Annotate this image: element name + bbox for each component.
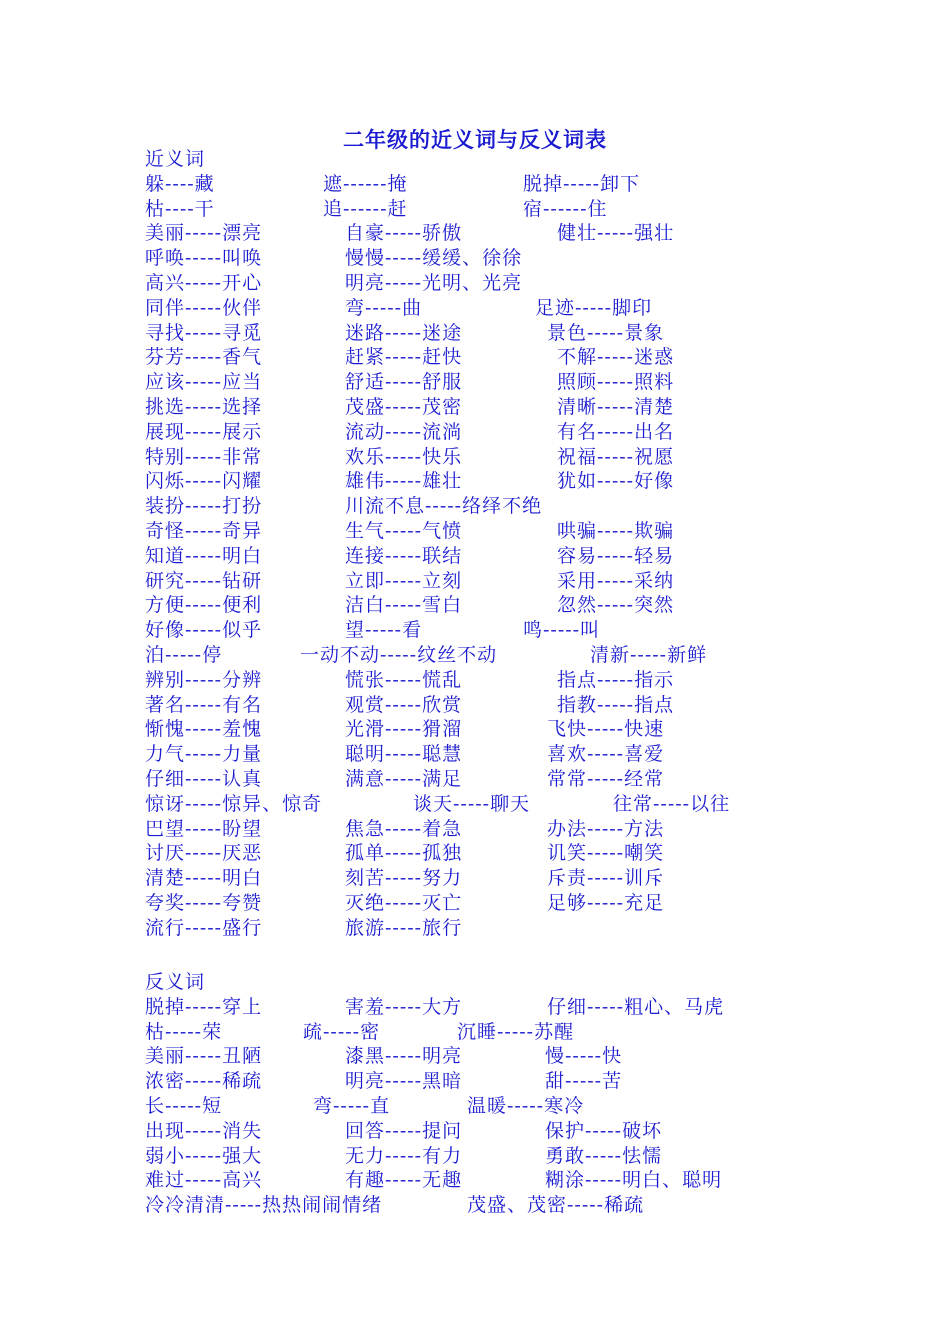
word-pair: 力气-----力量 [145, 743, 263, 766]
word-pair-row [145, 544, 675, 569]
word-pair: 有趣-----无趣 [345, 1169, 463, 1192]
word-pair: 装扮-----打扮 [145, 495, 263, 518]
word-pair: 仔细-----认真 [145, 767, 263, 790]
word-pair: 赶紧-----赶快 [345, 346, 463, 369]
word-pair: 不解-----迷惑 [557, 346, 675, 369]
word-pair: 茂盛-----茂密 [345, 395, 463, 418]
word-pair: 惊讶-----惊异、惊奇 [145, 792, 323, 815]
word-pair-row [145, 345, 675, 370]
word-pair: 舒适-----舒服 [345, 371, 463, 394]
word-pair: 谈天-----聊天 [413, 792, 531, 815]
word-pair: 甜-----苦 [545, 1070, 623, 1093]
word-pair: 同伴-----伙伴 [145, 296, 263, 319]
word-pair: 灭绝-----灭亡 [345, 891, 463, 914]
word-pair-row [145, 717, 665, 742]
word-pair-row [145, 519, 675, 544]
word-pair: 勇敢-----怯懦 [545, 1144, 663, 1167]
word-pair-row [145, 742, 665, 767]
word-pair: 欢乐-----快乐 [345, 445, 463, 468]
word-pair-row [145, 1168, 723, 1193]
word-pair: 美丽-----丑陋 [145, 1045, 263, 1068]
word-pair: 保护-----破坏 [545, 1119, 663, 1142]
word-pair: 泊-----停 [145, 643, 223, 666]
word-pair: 高兴-----开心 [145, 271, 263, 294]
word-pair: 巴望-----盼望 [145, 817, 263, 840]
word-pair: 慌张-----慌乱 [345, 668, 463, 691]
word-pair-row [145, 1044, 623, 1069]
word-pair: 冷冷清清-----热热闹闹情绪 [145, 1194, 383, 1217]
word-pair-row [145, 1094, 585, 1119]
word-pair-row [145, 271, 523, 296]
word-pair: 出现-----消失 [145, 1119, 263, 1142]
word-pair: 漆黑-----明亮 [345, 1045, 463, 1068]
word-pair-row [145, 1144, 663, 1169]
word-pair: 自豪-----骄傲 [345, 222, 463, 245]
word-pair: 芬芳-----香气 [145, 346, 263, 369]
word-pair: 奇怪-----奇异 [145, 519, 263, 542]
word-pair-row [145, 618, 601, 643]
synonyms-heading: 近义词 [145, 148, 206, 170]
word-pair: 辨别-----分辨 [145, 668, 263, 691]
word-pair: 害羞-----大方 [345, 995, 463, 1018]
word-pair: 枯----干 [145, 197, 215, 220]
word-pair: 难过-----高兴 [145, 1169, 263, 1192]
word-pair: 讨厌-----厌恶 [145, 842, 263, 865]
word-pair-row [145, 420, 675, 445]
word-pair: 明亮-----光明、光亮 [345, 271, 523, 294]
word-pair: 应该-----应当 [145, 371, 263, 394]
word-pair: 办法-----方法 [547, 817, 665, 840]
word-pair: 知道-----明白 [145, 544, 263, 567]
word-pair: 清楚-----明白 [145, 867, 263, 890]
word-pair: 流行-----盛行 [145, 916, 263, 939]
word-pair: 慢慢-----缓缓、徐徐 [345, 247, 523, 270]
word-pair: 流动-----流淌 [345, 420, 463, 443]
word-pair: 讥笑-----嘲笑 [547, 842, 665, 865]
word-pair: 挑选-----选择 [145, 395, 263, 418]
word-pair-row [145, 1069, 623, 1094]
antonyms-heading: 反义词 [145, 971, 206, 993]
word-pair-row [145, 1119, 663, 1144]
word-pair: 宿------住 [523, 197, 608, 220]
word-pair: 足够-----充足 [547, 891, 665, 914]
word-pair: 旅游-----旅行 [345, 916, 463, 939]
word-pair: 焦急-----着急 [345, 817, 463, 840]
word-pair: 清新-----新鲜 [590, 643, 708, 666]
word-pair: 容易-----轻易 [557, 544, 675, 567]
word-pair: 有名-----出名 [557, 420, 675, 443]
word-pair: 立即-----立刻 [345, 569, 463, 592]
word-pair-row [145, 643, 708, 668]
word-pair: 聪明-----聪慧 [345, 743, 463, 766]
word-pair: 无力-----有力 [345, 1144, 463, 1167]
word-pair: 飞快-----快速 [547, 718, 665, 741]
word-pair: 光滑-----猾溜 [345, 718, 463, 741]
word-pair: 回答-----提问 [345, 1119, 463, 1142]
word-pair: 景色-----景象 [547, 321, 665, 344]
word-pair: 仔细-----粗心、马虎 [547, 995, 725, 1018]
word-pair: 清晰-----清楚 [557, 395, 675, 418]
synonyms-section [145, 147, 731, 941]
word-pair-row [145, 246, 523, 271]
word-pair: 孤单-----孤独 [345, 842, 463, 865]
word-pair-row [145, 370, 675, 395]
word-pair-row [145, 172, 641, 197]
word-pair-row [145, 469, 675, 494]
word-pair: 刻苦-----努力 [345, 867, 463, 890]
word-pair: 追------赶 [323, 197, 408, 220]
page-title: 二年级的近义词与反义词表 [343, 127, 607, 152]
word-pair: 望-----看 [345, 619, 423, 642]
word-pair-row [145, 1193, 645, 1218]
word-pair: 斥责-----训斥 [547, 867, 665, 890]
word-pair-row [145, 792, 731, 817]
word-pair: 遮------掩 [323, 172, 408, 195]
word-pair-row [145, 321, 665, 346]
antonyms-section [145, 970, 725, 1218]
word-pair: 照顾-----照料 [557, 371, 675, 394]
word-pair: 雄伟-----雄壮 [345, 470, 463, 493]
word-pair-row [145, 593, 675, 618]
word-pair: 连接-----联结 [345, 544, 463, 567]
word-pair-row [145, 1020, 575, 1045]
word-pair: 弯-----直 [313, 1094, 391, 1117]
word-pair: 哄骗-----欺骗 [557, 519, 675, 542]
word-pair-row [145, 668, 675, 693]
word-pair: 浓密-----稀疏 [145, 1070, 263, 1093]
word-pair: 闪烁-----闪耀 [145, 470, 263, 493]
word-pair: 美丽-----漂亮 [145, 222, 263, 245]
word-pair: 疏-----密 [303, 1020, 381, 1043]
word-pair-row [145, 395, 675, 420]
word-pair: 鸣-----叫 [523, 619, 601, 642]
word-pair: 一动不动-----纹丝不动 [300, 643, 498, 666]
word-pair: 足迹-----脚印 [535, 296, 653, 319]
word-pair: 枯-----荣 [145, 1020, 223, 1043]
word-pair-row [145, 817, 665, 842]
word-pair: 特别-----非常 [145, 445, 263, 468]
word-pair: 健壮-----强壮 [557, 222, 675, 245]
word-pair: 好像-----似乎 [145, 619, 263, 642]
word-pair: 脱掉-----穿上 [145, 995, 263, 1018]
word-pair: 常常-----经常 [547, 767, 665, 790]
word-pair: 呼唤-----叫唤 [145, 247, 263, 270]
word-pair: 研究-----钻研 [145, 569, 263, 592]
word-pair: 惭愧-----羞愧 [145, 718, 263, 741]
word-pair-row [145, 995, 725, 1020]
word-pair-row [145, 916, 463, 941]
word-pair-row [145, 767, 665, 792]
word-pair: 脱掉-----卸下 [523, 172, 641, 195]
word-pair-row [145, 197, 608, 222]
word-pair-row [145, 296, 653, 321]
word-pair-row [145, 221, 675, 246]
word-pair: 长-----短 [145, 1094, 223, 1117]
word-pair: 方便-----便利 [145, 594, 263, 617]
word-pair: 洁白-----雪白 [345, 594, 463, 617]
word-pair: 温暖-----寒冷 [467, 1094, 585, 1117]
word-pair: 夸奖-----夸赞 [145, 891, 263, 914]
word-pair: 寻找-----寻觅 [145, 321, 263, 344]
word-pair-row [145, 866, 665, 891]
word-pair: 生气-----气愤 [345, 519, 463, 542]
word-pair: 著名-----有名 [145, 693, 263, 716]
word-pair: 川流不息-----络绎不绝 [345, 495, 543, 518]
word-pair-row [145, 891, 665, 916]
word-pair-row [145, 445, 675, 470]
word-pair: 喜欢-----喜爱 [547, 743, 665, 766]
word-pair: 忽然-----突然 [557, 594, 675, 617]
word-pair: 弱小-----强大 [145, 1144, 263, 1167]
word-pair: 展现-----展示 [145, 420, 263, 443]
word-pair: 指点-----指示 [557, 668, 675, 691]
word-pair: 沉睡-----苏醒 [457, 1020, 575, 1043]
word-pair: 明亮-----黑暗 [345, 1070, 463, 1093]
word-pair: 犹如-----好像 [557, 470, 675, 493]
word-pair: 往常-----以往 [613, 792, 731, 815]
word-pair-row [145, 841, 665, 866]
word-pair: 躲----藏 [145, 172, 215, 195]
word-pair: 采用-----采纳 [557, 569, 675, 592]
word-pair: 满意-----满足 [345, 767, 463, 790]
word-pair: 慢-----快 [545, 1045, 623, 1068]
word-pair: 指教-----指点 [557, 693, 675, 716]
word-pair: 祝福-----祝愿 [557, 445, 675, 468]
word-pair: 观赏-----欣赏 [345, 693, 463, 716]
word-pair: 糊涂-----明白、聪明 [545, 1169, 723, 1192]
word-pair: 弯-----曲 [345, 296, 423, 319]
word-pair-row [145, 494, 543, 519]
word-pair: 茂盛、茂密-----稀疏 [467, 1194, 645, 1217]
word-pair-row [145, 693, 675, 718]
word-pair: 迷路-----迷途 [345, 321, 463, 344]
word-pair-row [145, 569, 675, 594]
